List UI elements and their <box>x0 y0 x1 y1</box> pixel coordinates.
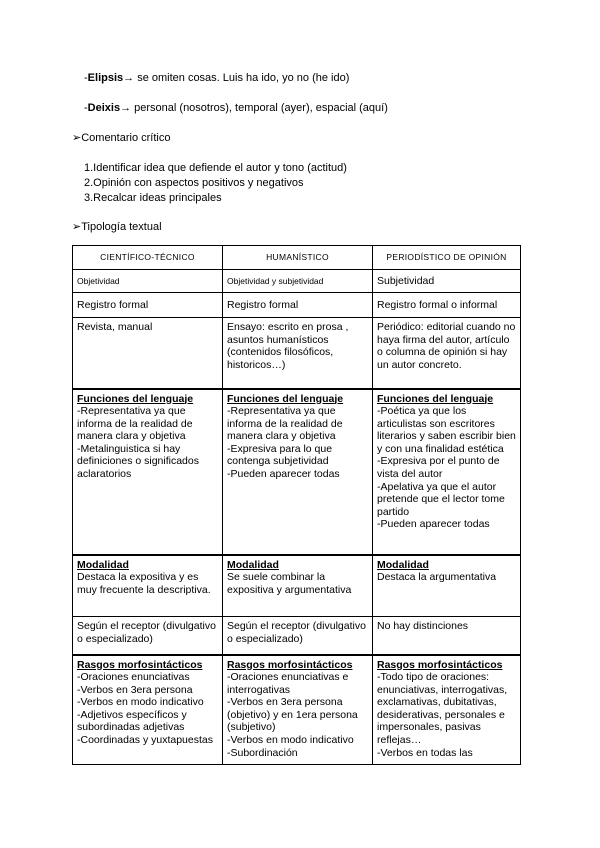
deixis-term: Deixis <box>87 102 121 114</box>
table-row-rasgos <box>73 655 521 765</box>
table-header-row <box>73 246 521 270</box>
table-row-modalidad <box>73 555 521 617</box>
table-row-receptor <box>73 617 521 655</box>
step-item: 2.Opinión con aspectos positivos y negativos <box>84 177 304 189</box>
cell-heading: Funciones del lenguaje <box>77 392 194 405</box>
table-cell: Registro formal <box>73 293 223 318</box>
cell-line: Destaca la expositiva y es muy frecuente la descriptiva. <box>77 571 211 596</box>
cell-line: -Verbos en 3era persona (objetivo) y en 1era persona (subjetivo) <box>227 696 358 734</box>
arrow-icon: → <box>123 72 135 84</box>
cell-line: -Subordinación <box>227 746 298 759</box>
table-cell <box>373 555 521 617</box>
table-cell: Según el receptor (divulgativo o especializado) <box>73 617 223 655</box>
step-item: 1.Identificar idea que defiende el autor y tono (actitud) <box>84 162 347 174</box>
table-cell <box>373 655 521 765</box>
cell-heading: Rasgos morfosintácticos <box>227 658 353 671</box>
table-cell <box>73 389 223 555</box>
header-periodistico: PERIODÍSTICO DE OPINIÓN <box>373 246 521 270</box>
table-cell: Registro formal o informal <box>373 293 521 318</box>
deixis-line <box>84 101 388 115</box>
cell-line: -Coordinadas y yuxtapuestas <box>77 734 213 747</box>
table-cell <box>223 655 373 765</box>
header-cientifico: CIENTÍFICO-TÉCNICO <box>73 246 223 270</box>
cell-line: Destaca la argumentativa <box>377 571 497 584</box>
cell-line: -Verbos en todas las <box>377 746 473 759</box>
table-cell: Revista, manual <box>73 318 223 389</box>
table-cell: Objetividad <box>73 270 223 293</box>
cell-line: -Representativa ya que informa de la realidad de manera clara y objetiva <box>77 405 193 443</box>
cell-line: -Oraciones enunciativas e interrogativas <box>227 671 349 696</box>
cell-line: -Adjetivos específicos y subordinadas adjetivas <box>77 708 187 734</box>
table-cell <box>223 555 373 617</box>
cell-heading: Rasgos morfosintácticos <box>377 658 503 671</box>
table-row <box>73 318 521 389</box>
deixis-text: personal (nosotros), temporal (ayer), espacial (aquí) <box>131 102 388 114</box>
table-cell: Subjetividad <box>373 270 521 293</box>
cell-heading: Modalidad <box>77 558 129 571</box>
elipsis-prefix: - <box>84 72 88 84</box>
step-item: 3.Recalcar ideas principales <box>84 192 222 204</box>
arrow-bullet-icon: ➢ <box>72 221 82 233</box>
table-cell <box>73 655 223 765</box>
arrow-icon: → <box>120 102 132 114</box>
cell-line: -Expresiva por el punto de vista del autor <box>377 455 500 481</box>
comentario-title: Comentario crítico <box>81 132 171 144</box>
cell-line: -Expresiva para lo que contenga subjetividad <box>227 442 333 468</box>
cell-heading: Modalidad <box>377 558 429 571</box>
cell-line: -Pueden aparecer todas <box>227 468 340 481</box>
cell-line: -Verbos en modo indicativo <box>227 734 354 747</box>
table-cell <box>373 389 521 555</box>
elipsis-term: Elipsis <box>87 72 124 84</box>
cell-line: Se suele combinar la expositiva y argumentativa <box>227 571 352 596</box>
table-cell: Periódico: editorial cuando no haya firma del autor, artículo o columna de opinión si hay un autor concreto. <box>373 318 521 389</box>
table-cell <box>73 555 223 617</box>
table-cell: Registro formal <box>223 293 373 318</box>
elipsis-line <box>84 71 349 85</box>
cell-heading: Funciones del lenguaje <box>377 392 494 405</box>
cell-line: -Poética ya que los articulistas son escritores literarios y saben escribir bien y con una finalidad estética <box>377 405 516 455</box>
cell-line: -Verbos en modo indicativo <box>77 696 204 709</box>
table-cell: No hay distinciones <box>373 617 521 655</box>
table-cell: Según el receptor (divulgativo o especializado) <box>223 617 373 655</box>
deixis-prefix: - <box>84 102 88 114</box>
arrow-bullet-icon: ➢ <box>72 132 82 144</box>
tipologia-title: Tipología textual <box>81 221 162 233</box>
table-row <box>73 270 521 293</box>
cell-heading: Rasgos morfosintácticos <box>77 658 203 671</box>
elipsis-text: se omiten cosas. Luis ha ido, yo no (he ido) <box>134 72 350 84</box>
table-row-funciones <box>73 389 521 555</box>
table-cell <box>223 389 373 555</box>
table-row <box>73 293 521 318</box>
cell-line: -Metalinguistica si hay definiciones o significados aclaratorios <box>77 442 199 481</box>
table-cell: Ensayo: escrito en prosa , asuntos humanísticos (contenidos filosóficos, historicos…) <box>223 318 373 389</box>
cell-line: -Todo tipo de oraciones: enunciativas, interrogativas, exclamativas, dubitativas, desiderativas, personales e impersonales, pasivas reflejas… <box>377 671 508 747</box>
cell-line: -Apelativa ya que el autor pretende que el lector tome partido <box>377 480 505 518</box>
cell-line: -Verbos en 3era persona <box>77 683 193 696</box>
tipologia-table <box>72 245 521 765</box>
table-cell: Objetividad y subjetividad <box>223 270 373 293</box>
cell-line: -Pueden aparecer todas <box>377 518 490 531</box>
comentario-heading <box>72 131 170 145</box>
cell-heading: Modalidad <box>227 558 279 571</box>
tipologia-heading <box>72 220 162 234</box>
cell-line: -Oraciones enunciativas <box>77 671 190 684</box>
cell-heading: Funciones del lenguaje <box>227 392 344 405</box>
cell-line: -Representativa ya que informa de la realidad de manera clara y objetiva <box>227 405 343 443</box>
header-humanistico: HUMANÍSTICO <box>223 246 373 270</box>
